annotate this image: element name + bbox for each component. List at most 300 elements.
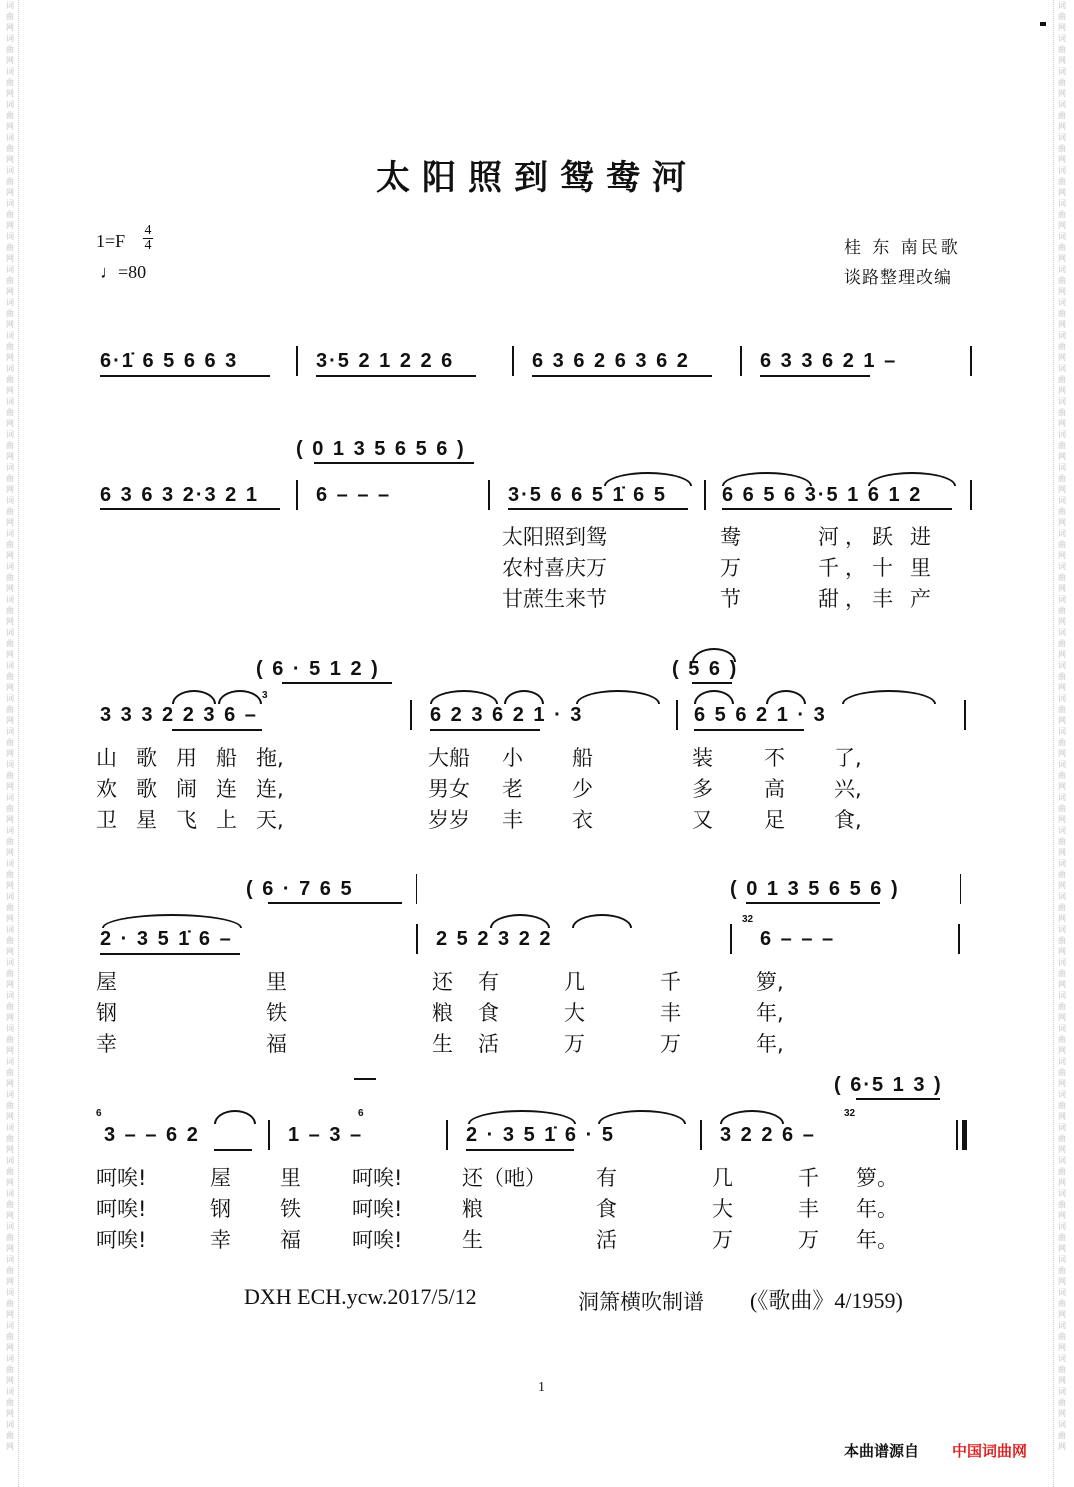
watermark-glyph: 网 bbox=[6, 716, 14, 725]
lyric-v1: 千 bbox=[798, 1166, 819, 1190]
watermark-glyph: 词 bbox=[1058, 529, 1066, 538]
lyric-v1: 几 bbox=[712, 1166, 733, 1190]
lyric-v1: 太阳照到鸳 bbox=[502, 525, 607, 549]
watermark-glyph: 词 bbox=[1058, 364, 1066, 373]
beam-underline bbox=[722, 508, 952, 510]
lyric-v3: 活 bbox=[596, 1228, 617, 1252]
slur bbox=[722, 472, 812, 486]
tempo-marking: ♩=80 bbox=[100, 262, 147, 282]
watermark-glyph: 词 bbox=[6, 1090, 14, 1099]
watermark-glyph: 词 bbox=[6, 1024, 14, 1033]
watermark-glyph: 曲 bbox=[1058, 1332, 1066, 1341]
lyric-v1: 进 bbox=[910, 525, 931, 549]
measure: 6 – – – bbox=[316, 484, 392, 506]
measure: 3 – – 6 2 bbox=[104, 1124, 200, 1146]
watermark-glyph: 词 bbox=[6, 298, 14, 307]
watermark-glyph: 网 bbox=[6, 749, 14, 758]
watermark-glyph: 曲 bbox=[6, 78, 14, 87]
lyric-v2: 铁 bbox=[280, 1197, 301, 1221]
watermark-glyph: 词 bbox=[6, 1255, 14, 1264]
watermark-glyph: 网 bbox=[6, 221, 14, 230]
lyric-v2: 大 bbox=[564, 1001, 585, 1025]
watermark-glyph: 网 bbox=[1058, 287, 1066, 296]
lyric-v1: 呵唉! bbox=[352, 1166, 403, 1190]
watermark-glyph: 网 bbox=[6, 815, 14, 824]
slur bbox=[504, 690, 544, 704]
beam-underline bbox=[746, 902, 880, 904]
watermark-glyph: 词 bbox=[6, 958, 14, 967]
watermark-glyph: 曲 bbox=[1058, 408, 1066, 417]
watermark-glyph: 网 bbox=[6, 1079, 14, 1088]
lyric-v1: 不 bbox=[764, 746, 785, 770]
watermark-glyph: 词 bbox=[1058, 397, 1066, 406]
watermark-glyph: 网 bbox=[1058, 914, 1066, 923]
lyric-v3: 生 bbox=[432, 1032, 453, 1056]
watermark-glyph: 网 bbox=[1058, 122, 1066, 131]
measure: 6·1̇ 6 5 6 6 3 bbox=[100, 350, 239, 372]
watermark-glyph: 词 bbox=[1058, 892, 1066, 901]
measure: 6 3 6 2 6 3 6 2 bbox=[532, 350, 690, 372]
watermark-glyph: 曲 bbox=[6, 1101, 14, 1110]
lyric-v1: 箩, bbox=[756, 970, 784, 994]
lyric-v3: 天, bbox=[256, 808, 284, 832]
measure: 6 6 5 6 3·5 1 6 1 2 bbox=[722, 484, 923, 506]
song-arranger: 谈路整理改编 bbox=[844, 268, 952, 288]
barline bbox=[446, 1120, 448, 1150]
watermark-glyph: 网 bbox=[1058, 716, 1066, 725]
watermark-glyph: 词 bbox=[6, 100, 14, 109]
watermark-glyph: 曲 bbox=[1058, 1266, 1066, 1275]
watermark-glyph: 网 bbox=[1058, 56, 1066, 65]
watermark-glyph: 曲 bbox=[6, 375, 14, 384]
watermark-glyph: 词 bbox=[1058, 760, 1066, 769]
watermark-glyph: 网 bbox=[1058, 419, 1066, 428]
barline bbox=[268, 1120, 270, 1150]
lyric-v1: 几 bbox=[564, 970, 585, 994]
watermark-glyph: 曲 bbox=[1058, 474, 1066, 483]
watermark-glyph: 网 bbox=[1058, 188, 1066, 197]
beam-underline bbox=[314, 462, 474, 464]
watermark-glyph: 词 bbox=[6, 859, 14, 868]
grace-note: 32 bbox=[844, 1108, 856, 1119]
watermark-glyph: 曲 bbox=[6, 144, 14, 153]
watermark-glyph: 网 bbox=[1058, 1145, 1066, 1154]
watermark-glyph: 网 bbox=[6, 1277, 14, 1286]
accompaniment-cue: ( 0 1 3 5 6 5 6 ) bbox=[296, 438, 466, 460]
watermark-glyph: 网 bbox=[6, 584, 14, 593]
barline bbox=[704, 480, 706, 510]
watermark-glyph: 词 bbox=[1058, 661, 1066, 670]
lyric-v3: 幸 bbox=[96, 1032, 117, 1056]
watermark-glyph: 曲 bbox=[1058, 672, 1066, 681]
watermark-glyph: 曲 bbox=[6, 672, 14, 681]
slur bbox=[214, 1110, 256, 1124]
watermark-glyph: 词 bbox=[1058, 1189, 1066, 1198]
watermark-glyph: 网 bbox=[6, 419, 14, 428]
lyric-v2: 粮 bbox=[462, 1197, 483, 1221]
beam-underline bbox=[466, 1149, 574, 1151]
lyric-v1: 小 bbox=[502, 746, 523, 770]
watermark-glyph: 网 bbox=[6, 287, 14, 296]
watermark-glyph: 词 bbox=[6, 34, 14, 43]
watermark-glyph: 词 bbox=[1058, 628, 1066, 637]
watermark-glyph: 网 bbox=[1058, 551, 1066, 560]
watermark-glyph: 网 bbox=[6, 1310, 14, 1319]
watermark-glyph: 词 bbox=[1058, 34, 1066, 43]
watermark-glyph: 词 bbox=[1058, 1321, 1066, 1330]
beam-underline bbox=[760, 375, 870, 377]
publication-source: (《歌曲》4/1959) bbox=[750, 1288, 903, 1313]
lyric-v3: 足 bbox=[764, 808, 785, 832]
watermark-glyph: 曲 bbox=[1058, 1431, 1066, 1440]
source-brand-link[interactable]: 中国词曲网 bbox=[952, 1442, 1028, 1460]
slur bbox=[102, 914, 242, 928]
slur bbox=[576, 690, 660, 704]
watermark-glyph: 词 bbox=[6, 133, 14, 142]
watermark-glyph: 曲 bbox=[1058, 144, 1066, 153]
watermark-glyph: 词 bbox=[6, 694, 14, 703]
watermark-glyph: 词 bbox=[6, 727, 14, 736]
watermark-glyph: 网 bbox=[6, 452, 14, 461]
time-sig-top: 4 bbox=[144, 223, 152, 238]
watermark-glyph: 曲 bbox=[1058, 936, 1066, 945]
watermark-glyph: 词 bbox=[1058, 1, 1066, 10]
lyric-v2: 食 bbox=[596, 1197, 617, 1221]
watermark-glyph: 词 bbox=[1058, 859, 1066, 868]
watermark-glyph: 曲 bbox=[6, 1332, 14, 1341]
watermark-glyph: 词 bbox=[6, 496, 14, 505]
watermark-glyph: 词 bbox=[6, 826, 14, 835]
watermark-glyph: 曲 bbox=[6, 606, 14, 615]
watermark-glyph: 曲 bbox=[1058, 1002, 1066, 1011]
watermark-glyph: 词 bbox=[1058, 793, 1066, 802]
lyric-v2: 欢 bbox=[96, 777, 117, 801]
watermark-glyph: 曲 bbox=[6, 210, 14, 219]
watermark-glyph: 词 bbox=[1058, 463, 1066, 472]
watermark-glyph: 网 bbox=[1058, 155, 1066, 164]
accompaniment-cue: ( 5 6 ) bbox=[672, 658, 739, 680]
measure: 6 3 6 3 2·3 2 1 bbox=[100, 484, 259, 506]
watermark-glyph: 词 bbox=[6, 331, 14, 340]
measure: 6 5 6 2 1 · 3 bbox=[694, 704, 827, 726]
watermark-glyph: 网 bbox=[1058, 353, 1066, 362]
transcriber-name: 洞箫横吹制谱 bbox=[578, 1290, 704, 1314]
watermark-glyph: 网 bbox=[1058, 584, 1066, 593]
watermark-glyph: 词 bbox=[6, 562, 14, 571]
lyric-v3: 岁岁 bbox=[428, 808, 470, 832]
watermark-glyph: 词 bbox=[6, 1321, 14, 1330]
watermark-glyph: 网 bbox=[1058, 1178, 1066, 1187]
watermark-glyph: 曲 bbox=[6, 12, 14, 21]
slur bbox=[468, 1110, 576, 1124]
watermark-glyph: 曲 bbox=[6, 111, 14, 120]
watermark-glyph: 网 bbox=[6, 1442, 14, 1451]
transcriber-credit: DXH ECH.ycw.2017/5/12 bbox=[244, 1284, 477, 1309]
beam-underline bbox=[100, 375, 270, 377]
lyric-v3: 丰 bbox=[502, 808, 523, 832]
watermark-glyph: 词 bbox=[6, 67, 14, 76]
watermark-glyph: 词 bbox=[6, 1, 14, 10]
watermark-glyph: 词 bbox=[6, 364, 14, 373]
watermark-glyph: 词 bbox=[6, 1057, 14, 1066]
barline bbox=[512, 346, 514, 376]
watermark-glyph: 词 bbox=[6, 1156, 14, 1165]
lyric-v2: 大 bbox=[712, 1197, 733, 1221]
watermark-glyph: 词 bbox=[1058, 925, 1066, 934]
watermark-glyph: 网 bbox=[1058, 485, 1066, 494]
watermark-glyph: 曲 bbox=[1058, 309, 1066, 318]
accompaniment-cue: ( 6·5 1 3 ) bbox=[834, 1074, 943, 1096]
lyric-v2: 千，十 bbox=[818, 556, 899, 580]
lyric-v3: 福 bbox=[280, 1228, 301, 1252]
watermark-glyph: 曲 bbox=[1058, 639, 1066, 648]
measure: 3 3 3 2 2 3 6 – bbox=[100, 704, 258, 726]
watermark-glyph: 词 bbox=[6, 232, 14, 241]
watermark-glyph: 曲 bbox=[6, 408, 14, 417]
watermark-glyph: 词 bbox=[6, 991, 14, 1000]
barline bbox=[676, 700, 678, 730]
watermark-glyph: 曲 bbox=[6, 936, 14, 945]
lyric-v1: 了, bbox=[834, 746, 862, 770]
beam-underline bbox=[508, 508, 688, 510]
watermark-glyph: 词 bbox=[1058, 133, 1066, 142]
final-barline-thick bbox=[962, 1120, 967, 1150]
watermark-glyph: 网 bbox=[6, 551, 14, 560]
watermark-glyph: 曲 bbox=[6, 771, 14, 780]
lyric-v1: 有 bbox=[596, 1166, 617, 1190]
barline bbox=[970, 480, 972, 510]
watermark-glyph: 网 bbox=[1058, 749, 1066, 758]
watermark-glyph: 曲 bbox=[1058, 573, 1066, 582]
watermark-glyph: 网 bbox=[1058, 89, 1066, 98]
beam-underline bbox=[532, 375, 712, 377]
watermark-glyph: 词 bbox=[1058, 826, 1066, 835]
watermark-glyph: 网 bbox=[1058, 848, 1066, 857]
watermark-glyph: 词 bbox=[1058, 1288, 1066, 1297]
watermark-glyph: 网 bbox=[6, 518, 14, 527]
measure: 2 · 3 5 1̇ 6 · 5 bbox=[466, 1124, 615, 1146]
barline bbox=[970, 346, 972, 376]
slur bbox=[490, 914, 550, 928]
watermark-glyph: 曲 bbox=[6, 804, 14, 813]
barline bbox=[960, 874, 961, 904]
slur bbox=[572, 914, 632, 928]
watermark-glyph: 网 bbox=[6, 1211, 14, 1220]
grace-note: 6 bbox=[358, 1108, 364, 1119]
watermark-glyph: 曲 bbox=[1058, 45, 1066, 54]
watermark-glyph: 词 bbox=[1058, 1222, 1066, 1231]
slur bbox=[172, 690, 216, 704]
watermark-glyph: 曲 bbox=[1058, 1035, 1066, 1044]
watermark-glyph: 词 bbox=[6, 199, 14, 208]
watermark-glyph: 网 bbox=[6, 980, 14, 989]
watermark-glyph: 词 bbox=[6, 1354, 14, 1363]
measure: 2 5 2 3 2 2 bbox=[436, 928, 553, 950]
lyric-v1: 有 bbox=[478, 970, 499, 994]
watermark-glyph: 曲 bbox=[6, 1167, 14, 1176]
watermark-glyph: 词 bbox=[1058, 1057, 1066, 1066]
watermark-glyph: 网 bbox=[1058, 1112, 1066, 1121]
watermark-glyph: 网 bbox=[1058, 386, 1066, 395]
watermark-glyph: 网 bbox=[6, 617, 14, 626]
watermark-glyph: 网 bbox=[6, 782, 14, 791]
measure: 6 – – – bbox=[760, 928, 836, 950]
watermark-glyph: 曲 bbox=[6, 1266, 14, 1275]
accompaniment-cue: ( 6 · 5 1 2 ) bbox=[256, 658, 380, 680]
watermark-glyph: 网 bbox=[6, 188, 14, 197]
watermark-glyph: 词 bbox=[6, 1288, 14, 1297]
watermark-glyph: 曲 bbox=[6, 639, 14, 648]
watermark-glyph: 曲 bbox=[6, 870, 14, 879]
watermark-glyph: 曲 bbox=[6, 540, 14, 549]
watermark-glyph: 曲 bbox=[6, 177, 14, 186]
watermark-glyph: 网 bbox=[6, 1376, 14, 1385]
watermark-glyph: 曲 bbox=[6, 45, 14, 54]
watermark-glyph: 网 bbox=[6, 1343, 14, 1352]
watermark-glyph: 词 bbox=[6, 529, 14, 538]
slur bbox=[218, 690, 262, 704]
lyric-v2: 丰 bbox=[660, 1001, 681, 1025]
slur bbox=[598, 1110, 686, 1124]
lyric-v3: 又 bbox=[692, 808, 713, 832]
lyric-v1: 屋 bbox=[96, 970, 117, 994]
watermark-glyph: 曲 bbox=[1058, 1101, 1066, 1110]
beam-underline bbox=[282, 682, 392, 684]
watermark-glyph: 词 bbox=[6, 166, 14, 175]
watermark-glyph: 词 bbox=[6, 430, 14, 439]
measure: 6 2 3 6 2 1 · 3 bbox=[430, 704, 584, 726]
watermark-glyph: 网 bbox=[1058, 23, 1066, 32]
slur bbox=[868, 472, 956, 486]
lyric-v1: 歌 bbox=[136, 746, 157, 770]
beam-underline bbox=[268, 902, 402, 904]
watermark-glyph: 网 bbox=[1058, 683, 1066, 692]
time-sig-bottom: 4 bbox=[144, 238, 152, 253]
watermark-glyph: 网 bbox=[6, 650, 14, 659]
lyric-v2: 连, bbox=[256, 777, 284, 801]
watermark-glyph: 网 bbox=[6, 848, 14, 857]
lyric-v3: 幸 bbox=[210, 1228, 231, 1252]
lyric-v3: 甜，丰 bbox=[818, 587, 899, 611]
watermark-glyph: 词 bbox=[1058, 1387, 1066, 1396]
lyric-v3: 万 bbox=[660, 1032, 681, 1056]
grace-note: 32 bbox=[742, 914, 754, 925]
page-number: 1 bbox=[538, 1380, 545, 1395]
watermark-glyph: 词 bbox=[6, 1123, 14, 1132]
barline bbox=[964, 700, 966, 730]
slur bbox=[842, 690, 936, 704]
watermark-glyph: 网 bbox=[1058, 518, 1066, 527]
lyric-v1: 千 bbox=[660, 970, 681, 994]
watermark-glyph: 网 bbox=[6, 89, 14, 98]
lyric-v3: 呵唉! bbox=[352, 1228, 403, 1252]
watermark-glyph: 曲 bbox=[1058, 1068, 1066, 1077]
accompaniment-cue: ( 0 1 3 5 6 5 6 ) bbox=[730, 878, 900, 900]
watermark-glyph: 曲 bbox=[1058, 12, 1066, 21]
barline bbox=[416, 874, 417, 904]
watermark-glyph: 词 bbox=[6, 628, 14, 637]
lyric-v3: 生 bbox=[462, 1228, 483, 1252]
watermark-glyph: 网 bbox=[1058, 782, 1066, 791]
lyric-v3: 甘蔗生来节 bbox=[502, 587, 607, 611]
watermark-glyph: 网 bbox=[6, 1112, 14, 1121]
watermark-glyph: 网 bbox=[1058, 1409, 1066, 1418]
watermark-glyph: 网 bbox=[6, 1409, 14, 1418]
watermark-glyph: 词 bbox=[6, 892, 14, 901]
watermark-glyph: 曲 bbox=[6, 1431, 14, 1440]
watermark-glyph: 词 bbox=[6, 793, 14, 802]
slur bbox=[692, 648, 736, 662]
watermark-glyph: 网 bbox=[6, 947, 14, 956]
watermark-glyph: 网 bbox=[1058, 1277, 1066, 1286]
lyric-v1: 里 bbox=[280, 1166, 301, 1190]
watermark-glyph: 词 bbox=[1058, 1255, 1066, 1264]
lyric-v1: 呵唉! bbox=[96, 1166, 147, 1190]
lyric-v3: 活 bbox=[478, 1032, 499, 1056]
watermark-glyph: 曲 bbox=[1058, 441, 1066, 450]
beam-underline bbox=[856, 1098, 940, 1100]
lyric-v2: 连 bbox=[216, 777, 237, 801]
slur bbox=[766, 690, 806, 704]
watermark-glyph: 曲 bbox=[1058, 375, 1066, 384]
beam-underline bbox=[430, 729, 540, 731]
song-title: 太阳照到鸳鸯河 bbox=[376, 158, 698, 198]
watermark-glyph: 曲 bbox=[6, 903, 14, 912]
barline bbox=[416, 924, 418, 954]
accompaniment-cue: ( 6 · 7 6 5 bbox=[246, 878, 354, 900]
lyric-v1: 鸯 bbox=[720, 525, 741, 549]
right-watermark-strip bbox=[1053, 0, 1070, 1487]
watermark-glyph: 网 bbox=[6, 254, 14, 263]
watermark-glyph: 词 bbox=[6, 595, 14, 604]
lyric-v2: 男女 bbox=[428, 777, 470, 801]
watermark-glyph: 网 bbox=[1058, 452, 1066, 461]
lyric-v2: 钢 bbox=[96, 1001, 117, 1025]
watermark-glyph: 网 bbox=[1058, 980, 1066, 989]
watermark-glyph: 词 bbox=[6, 925, 14, 934]
watermark-glyph: 词 bbox=[1058, 265, 1066, 274]
final-barline-thin bbox=[956, 1120, 958, 1150]
watermark-glyph: 曲 bbox=[6, 1002, 14, 1011]
watermark-glyph: 网 bbox=[6, 320, 14, 329]
watermark-glyph: 曲 bbox=[6, 1398, 14, 1407]
grace-note: 3 bbox=[262, 690, 268, 701]
beam-underline bbox=[694, 729, 804, 731]
watermark-glyph: 曲 bbox=[1058, 771, 1066, 780]
watermark-glyph: 曲 bbox=[1058, 78, 1066, 87]
beam-underline bbox=[100, 953, 240, 955]
measure: 3·5 2 1 2 2 6 bbox=[316, 350, 455, 372]
watermark-glyph: 曲 bbox=[1058, 804, 1066, 813]
watermark-glyph: 曲 bbox=[6, 1035, 14, 1044]
lyric-v2: 万 bbox=[720, 556, 741, 580]
slur bbox=[694, 690, 734, 704]
lyric-v1: 还（吔） bbox=[462, 1166, 546, 1190]
watermark-glyph: 曲 bbox=[1058, 705, 1066, 714]
watermark-glyph: 曲 bbox=[1058, 111, 1066, 120]
slur bbox=[430, 690, 498, 704]
watermark-glyph: 词 bbox=[1058, 1090, 1066, 1099]
watermark-glyph: 网 bbox=[6, 1178, 14, 1187]
lyric-v2: 粮 bbox=[432, 1001, 453, 1025]
lyric-v3: 年, bbox=[756, 1032, 784, 1056]
lyric-v1: 装 bbox=[692, 746, 713, 770]
watermark-glyph: 曲 bbox=[1058, 540, 1066, 549]
lyric-v2: 呵唉! bbox=[96, 1197, 147, 1221]
watermark-glyph: 网 bbox=[1058, 1376, 1066, 1385]
watermark-glyph: 曲 bbox=[6, 507, 14, 516]
barline bbox=[730, 924, 732, 954]
